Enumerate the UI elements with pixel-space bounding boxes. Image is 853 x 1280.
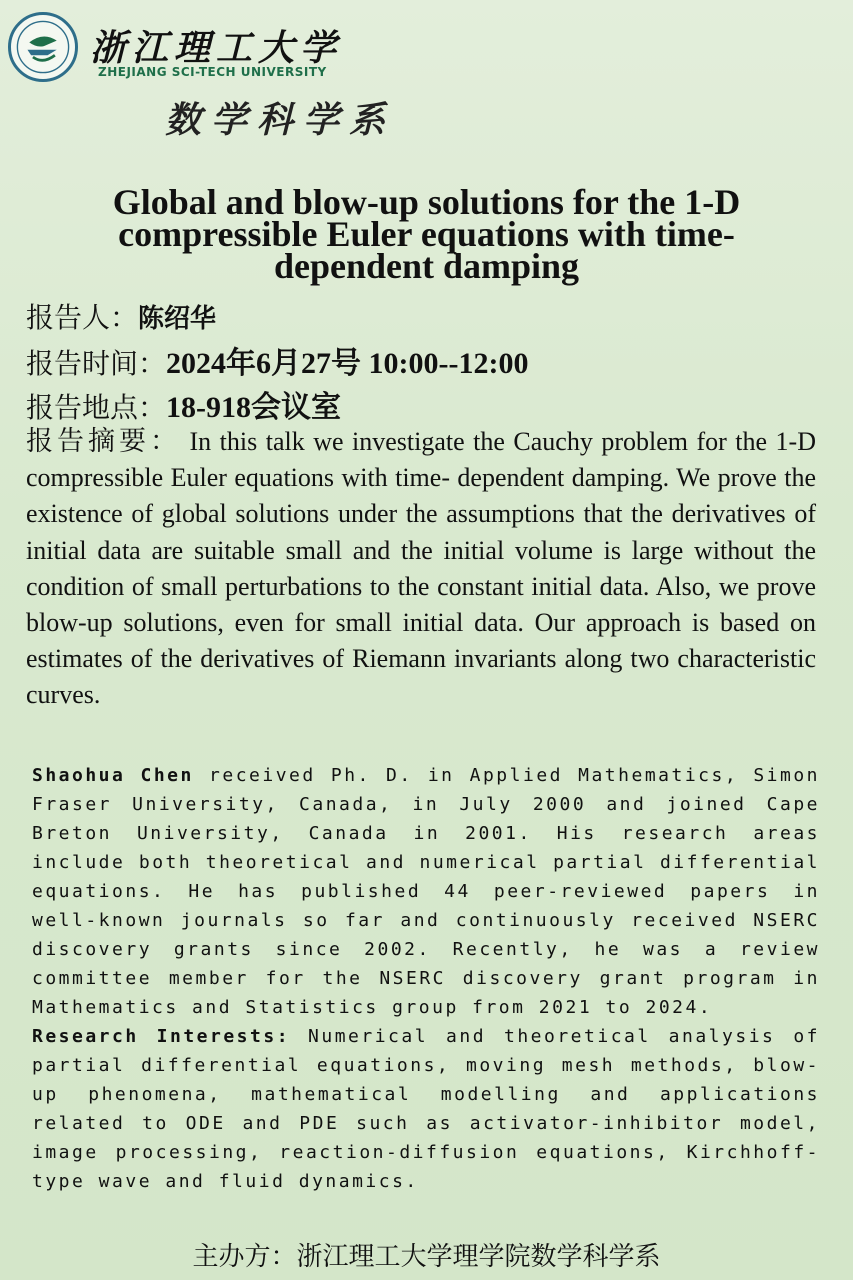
speaker-line (26, 296, 216, 336)
university-logo (8, 12, 78, 82)
university-name-cn: 浙江理工大学 (90, 27, 343, 69)
bio-text: received Ph. D. in Applied Mathematics, Simon Fraser University, Canada, in July 2000 and joined Cape Breton University, Canada in 2001. His research areas include both theoretical and numerical partial differential equations. He has published 44 peer-reviewed papers in well-known journals so far and continuously received NSERC discovery grants since 2002. Recently, he was a review committee member for the NSERC discovery grant program in Mathematics and Statistics group from 2021 to 2024. (32, 765, 821, 1018)
speaker-label: 报告人： (26, 301, 139, 334)
organizer-line (0, 1236, 853, 1273)
organizer-name: 浙江理工大学理学院数学科学系 (296, 1242, 661, 1272)
place-line (26, 382, 341, 426)
talk-place: 18-918会议室 (166, 391, 342, 424)
time-line (26, 338, 528, 382)
speaker-bio (32, 761, 820, 1196)
time-label: 报告时间： (26, 347, 167, 380)
organizer-label: 主办方： (192, 1242, 297, 1272)
department-name: 数学科学系 (165, 99, 396, 141)
bio-name: Shaohua Chen (32, 765, 194, 786)
talk-time: 2024年6月27号 10:00--12:00 (166, 347, 529, 380)
speaker-name: 陈绍华 (138, 304, 217, 334)
research-interests-label: Research Interests: (32, 1026, 291, 1047)
university-name-en: ZHEJIANG SCI-TECH UNIVERSITY (98, 65, 327, 79)
place-label: 报告地点： (26, 391, 167, 424)
header (0, 0, 853, 150)
research-interests-text: Numerical and theoretical analysis of partial differential equations, moving mesh methods, blow-up phenomena, mathematical modelling and applications related to ODE and PDE such as activator-inhibitor model, image processing, reaction-diffusion equations, Kirchhoff-type wave and fluid dynamics. (32, 1026, 821, 1192)
abstract-label: 报告摘要： (26, 426, 181, 457)
abstract (26, 424, 816, 714)
talk-title: Global and blow-up solutions for the 1-D compressible Euler equations with time-dependent damping (112, 182, 741, 286)
abstract-text: In this talk we investigate the Cauchy problem for the 1-D compressible Euler equations with time- dependent damping. We prove the existence of global solutions under the assumptions that the derivatives of initial data are suitable small and the initial volume is large without the condition of small perturbations to the constant initial data. Also, we prove blow-up solutions, even for small initial data. Our approach is based on estimates of the derivatives of Riemann invariants along two characteristic curves. (26, 427, 816, 710)
